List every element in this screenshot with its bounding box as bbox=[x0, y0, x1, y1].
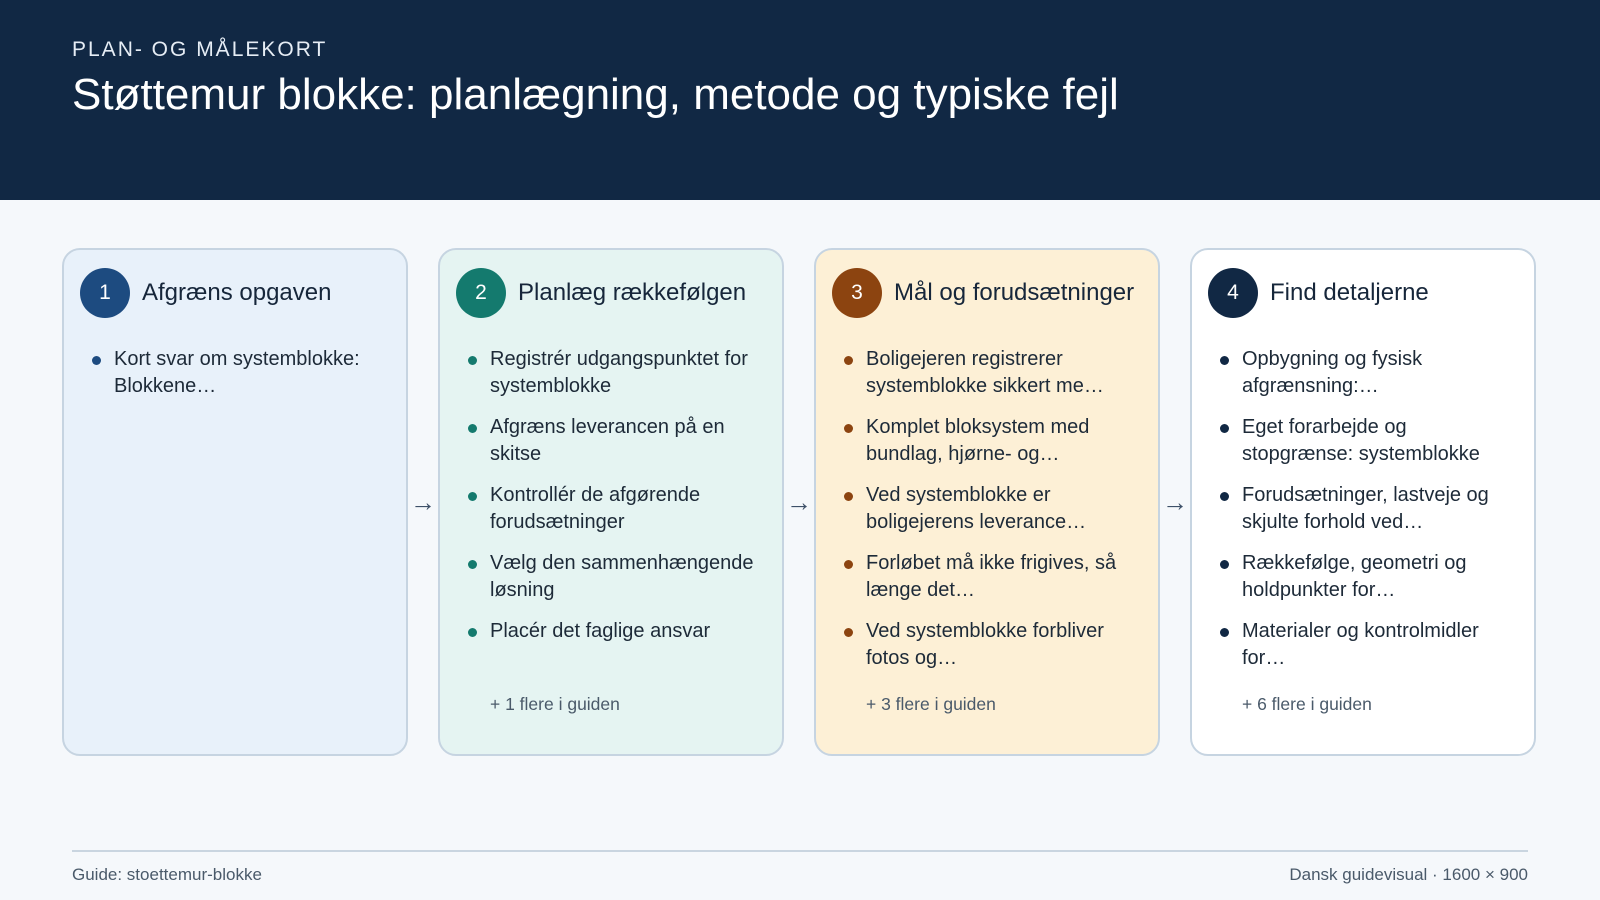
step-number-badge: 4 bbox=[1208, 268, 1258, 318]
list-item bbox=[466, 482, 766, 536]
bullet-dot-icon bbox=[844, 492, 853, 501]
list-item bbox=[842, 346, 1142, 400]
list-item-text: Registrér udgangspunktet for systemblokke bbox=[490, 348, 748, 397]
list-item-text: Ved systemblokke forbliver fotos og… bbox=[866, 620, 1104, 669]
bullet-dot-icon bbox=[468, 492, 477, 501]
step-item-list bbox=[1218, 346, 1518, 686]
list-item-text: Forudsætninger, lastveje og skjulte forhold ved… bbox=[1242, 484, 1489, 533]
list-item bbox=[1218, 414, 1518, 468]
footer-divider bbox=[72, 850, 1528, 852]
list-item bbox=[842, 482, 1142, 536]
page-title: Støttemur blokke: planlægning, metode og typiske fejl bbox=[72, 70, 1119, 119]
list-item-text: Kort svar om systemblokke: Blokkene… bbox=[114, 348, 360, 397]
list-item-text: Kontrollér de afgørende forudsætninger bbox=[490, 484, 701, 533]
list-item-text: Rækkefølge, geometri og holdpunkter for… bbox=[1242, 552, 1467, 601]
footer-guide-label: Guide: stoettemur-blokke bbox=[72, 865, 262, 884]
list-item bbox=[1218, 482, 1518, 536]
step-number-badge: 1 bbox=[80, 268, 130, 318]
bullet-dot-icon bbox=[1220, 356, 1229, 365]
kicker: PLAN- OG MÅLEKORT bbox=[72, 38, 328, 61]
step-title: Planlæg rækkefølgen bbox=[518, 279, 747, 306]
list-item-text: Afgræns leverancen på en skitse bbox=[490, 416, 725, 465]
arrow-right-icon: → bbox=[786, 487, 812, 517]
step-item-list bbox=[90, 346, 390, 414]
list-item bbox=[466, 414, 766, 468]
bullet-dot-icon bbox=[1220, 492, 1229, 501]
list-item bbox=[466, 346, 766, 400]
step-card-header bbox=[832, 268, 1152, 320]
list-item bbox=[842, 550, 1142, 604]
bullet-dot-icon bbox=[844, 356, 853, 365]
step-card-1 bbox=[62, 248, 408, 756]
bullet-dot-icon bbox=[1220, 424, 1229, 433]
bullet-dot-icon bbox=[92, 356, 101, 365]
step-card-header bbox=[1208, 268, 1528, 320]
list-item-text: Komplet bloksystem med bundlag, hjørne- og… bbox=[866, 416, 1090, 465]
list-item bbox=[1218, 346, 1518, 400]
step-card-2 bbox=[438, 248, 784, 756]
step-card-header bbox=[456, 268, 776, 320]
list-item-text: Forløbet må ikke frigives, så længe det… bbox=[866, 552, 1117, 601]
list-item-text: Eget forarbejde og stopgrænse: systemblokke bbox=[1242, 416, 1480, 465]
list-item bbox=[1218, 618, 1518, 672]
list-item bbox=[1218, 550, 1518, 604]
bullet-dot-icon bbox=[844, 628, 853, 637]
list-item-text: Ved systemblokke er boligejerens leverance… bbox=[866, 484, 1087, 533]
arrow-right-icon: → bbox=[410, 487, 436, 517]
step-card-header bbox=[80, 268, 400, 320]
step-title: Afgræns opgaven bbox=[142, 279, 332, 306]
step-item-list bbox=[842, 346, 1142, 686]
bullet-dot-icon bbox=[844, 560, 853, 569]
bullet-dot-icon bbox=[1220, 560, 1229, 569]
list-item bbox=[466, 618, 766, 645]
list-item-text: Opbygning og fysisk afgrænsning:… bbox=[1242, 348, 1423, 397]
more-in-guide-label: + 1 flere i guiden bbox=[490, 694, 620, 714]
bullet-dot-icon bbox=[468, 628, 477, 637]
more-in-guide-label: + 3 flere i guiden bbox=[866, 694, 996, 714]
bullet-dot-icon bbox=[844, 424, 853, 433]
list-item-text: Placér det faglige ansvar bbox=[490, 620, 711, 642]
bullet-dot-icon bbox=[1220, 628, 1229, 637]
list-item bbox=[842, 618, 1142, 672]
header-band bbox=[0, 0, 1600, 200]
step-number-badge: 2 bbox=[456, 268, 506, 318]
list-item bbox=[466, 550, 766, 604]
step-title: Find detaljerne bbox=[1270, 279, 1429, 306]
bullet-dot-icon bbox=[468, 560, 477, 569]
list-item bbox=[90, 346, 390, 400]
step-title: Mål og forudsætninger bbox=[894, 279, 1135, 306]
step-card-4 bbox=[1190, 248, 1536, 756]
list-item-text: Boligejeren registrerer systemblokke sikkert me… bbox=[866, 348, 1104, 397]
step-item-list bbox=[466, 346, 766, 659]
step-card-3 bbox=[814, 248, 1160, 756]
step-number-badge: 3 bbox=[832, 268, 882, 318]
bullet-dot-icon bbox=[468, 356, 477, 365]
more-in-guide-label: + 6 flere i guiden bbox=[1242, 694, 1372, 714]
list-item bbox=[842, 414, 1142, 468]
arrow-right-icon: → bbox=[1162, 487, 1188, 517]
list-item-text: Materialer og kontrolmidler for… bbox=[1242, 620, 1479, 669]
footer-meta-label: Dansk guidevisual · 1600 × 900 bbox=[1289, 865, 1528, 884]
bullet-dot-icon bbox=[468, 424, 477, 433]
list-item-text: Vælg den sammenhængende løsning bbox=[490, 552, 754, 601]
